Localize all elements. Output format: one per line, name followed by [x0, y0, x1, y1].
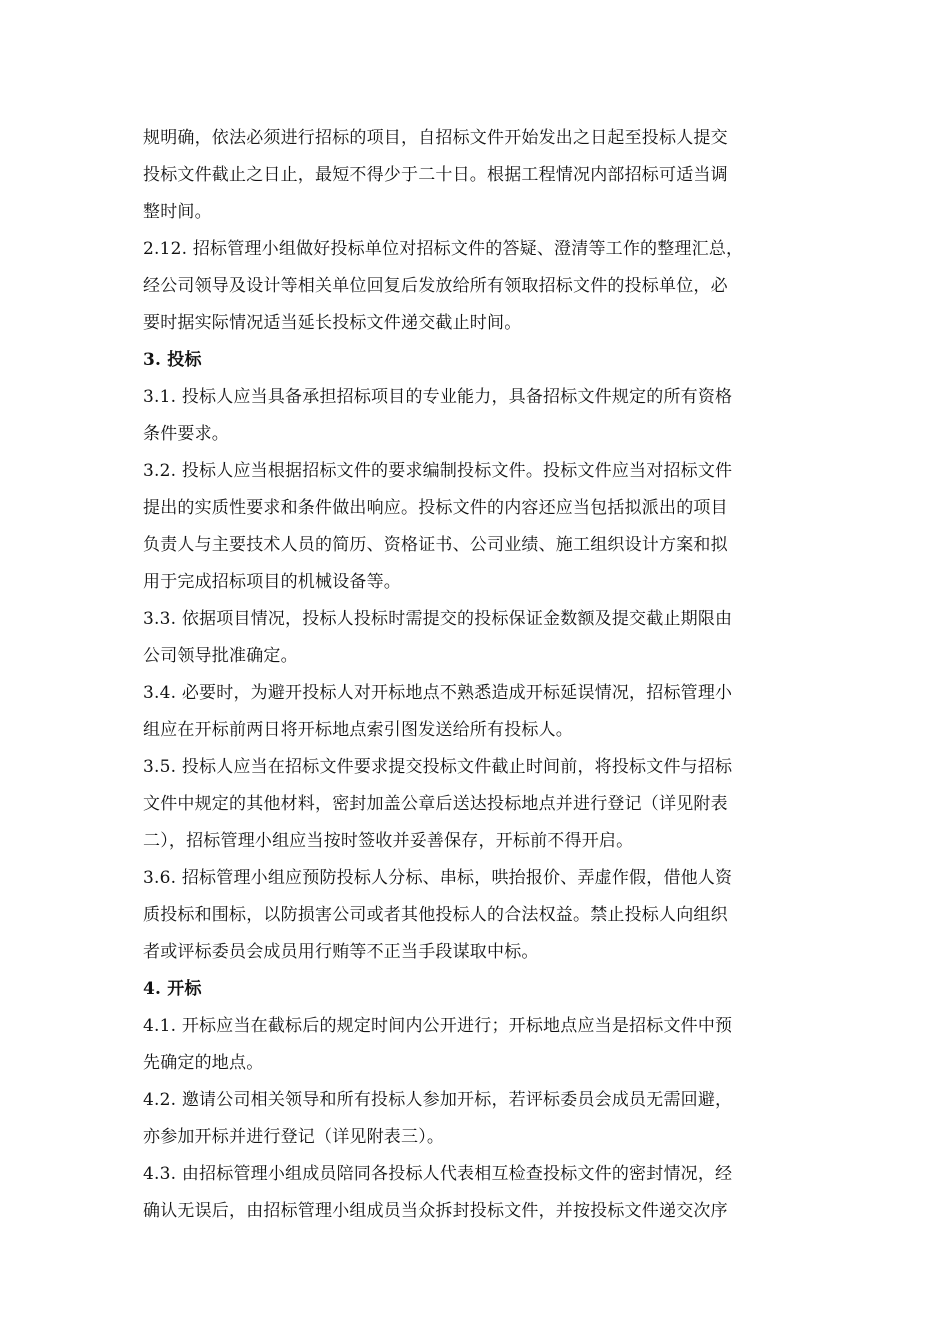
- text-line: 3.5. 投标人应当在招标文件要求提交投标文件截止时间前，将投标文件与招标: [143, 757, 733, 777]
- section-heading: 3. 投标: [143, 350, 202, 370]
- text-line: 者或评标委员会成员用行贿等不正当手段谋取中标。: [143, 942, 539, 962]
- text-line: 3.6. 招标管理小组应预防投标人分标、串标，哄抬报价、弄虚作假，借他人资: [143, 868, 733, 888]
- text-line: 负责人与主要技术人员的简历、资格证书、公司业绩、施工组织设计方案和拟: [143, 535, 728, 555]
- document-body: [143, 120, 808, 1230]
- text-line: 3.2. 投标人应当根据招标文件的要求编制投标文件。投标文件应当对招标文件: [143, 461, 733, 481]
- text-line: 公司领导批准确定。: [143, 646, 298, 666]
- text-line: 文件中规定的其他材料，密封加盖公章后送达投标地点并进行登记（详见附表: [143, 794, 728, 814]
- text-line: 条件要求。: [143, 424, 229, 444]
- text-line: 3.4. 必要时，为避开投标人对开标地点不熟悉造成开标延误情况，招标管理小: [143, 683, 733, 703]
- text-line: 提出的实质性要求和条件做出响应。投标文件的内容还应当包括拟派出的项目: [143, 498, 728, 518]
- text-line: 经公司领导及设计等相关单位回复后发放给所有领取招标文件的投标单位，必: [143, 276, 728, 296]
- text-line: 二），招标管理小组应当按时签收并妥善保存，开标前不得开启。: [143, 831, 634, 851]
- text-line: 2.12. 招标管理小组做好投标单位对招标文件的答疑、澄清等工作的整理汇总，: [143, 239, 744, 259]
- text-line: 3.1. 投标人应当具备承担招标项目的专业能力，具备招标文件规定的所有资格: [143, 387, 733, 407]
- text-line: 要时据实际情况适当延长投标文件递交截止时间。: [143, 313, 522, 333]
- text-line: 规明确，依法必须进行招标的项目，自招标文件开始发出之日起至投标人提交: [143, 128, 728, 148]
- text-line: 投标文件截止之日止，最短不得少于二十日。根据工程情况内部招标可适当调: [143, 165, 728, 185]
- section-heading: 4. 开标: [143, 979, 202, 999]
- text-line: 4.1. 开标应当在截标后的规定时间内公开进行；开标地点应当是招标文件中预: [143, 1016, 733, 1036]
- text-line: 4.3. 由招标管理小组成员陪同各投标人代表相互检查投标文件的密封情况，经: [143, 1164, 733, 1184]
- text-line: 组应在开标前两日将开标地点索引图发送给所有投标人。: [143, 720, 573, 740]
- text-line: 3.3. 依据项目情况，投标人投标时需提交的投标保证金数额及提交截止期限由: [143, 609, 733, 629]
- text-line: 确认无误后，由招标管理小组成员当众拆封投标文件，并按投标文件递交次序: [143, 1201, 728, 1221]
- text-line: 质投标和围标，以防损害公司或者其他投标人的合法权益。禁止投标人向组织: [143, 905, 728, 925]
- text-line: 4.2. 邀请公司相关领导和所有投标人参加开标，若评标委员会成员无需回避，: [143, 1090, 733, 1110]
- text-line: 用于完成招标项目的机械设备等。: [143, 572, 401, 592]
- text-line: 先确定的地点。: [143, 1053, 264, 1073]
- text-line: 亦参加开标并进行登记（详见附表三）。: [143, 1127, 445, 1147]
- text-line: 整时间。: [143, 202, 212, 222]
